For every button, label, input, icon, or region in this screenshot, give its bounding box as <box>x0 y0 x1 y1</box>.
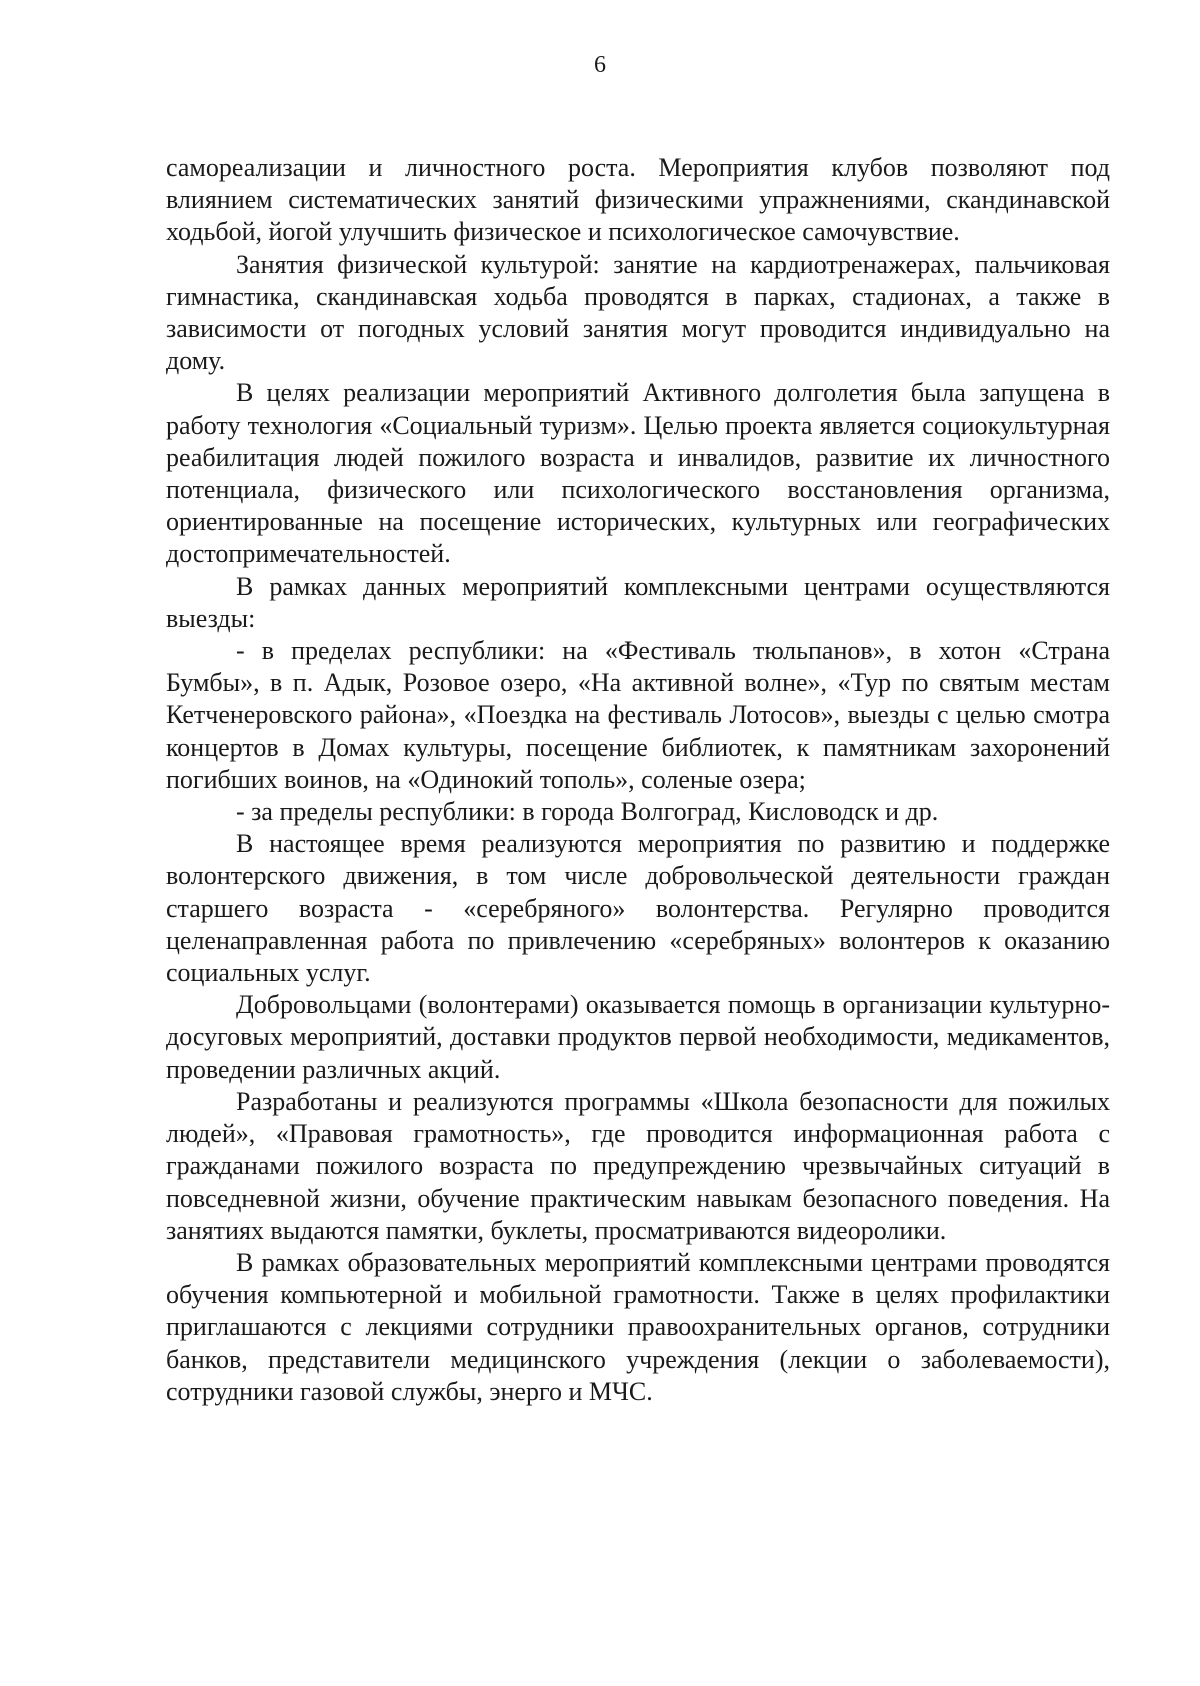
document-body <box>166 152 1110 1408</box>
paragraph-education: В рамках образовательных мероприятий комплексными центрами проводятся обучения компьютерной и мобильной грамотности. Также в целях профилактики приглашаются с лекциями сотрудники правоохранительных органов, сотрудники банков, представители медицинского учреждения (лекции о заболеваемости), сотрудники газовой службы, энерго и МЧС. <box>166 1247 1110 1406</box>
paragraph-physical-culture: Занятия физической культурой: занятие на кардиотренажерах, пальчиковая гимнастика, скандинавская ходьба проводятся в парках, стадионах, а также в зависимости от погодных условий занятия могут проводится индивидуально на дому. <box>166 249 1110 376</box>
paragraph-volunteer-help: Добровольцами (волонтерами) оказывается помощь в организации культурно-досуговых мероприятий, доставки продуктов первой необходимости, медикаментов, проведении различных акций. <box>166 990 1110 1084</box>
paragraph-social-tourism: В целях реализации мероприятий Активного долголетия была запущена в работу технология «Социальный туризм». Целью проекта является социокультурная реабилитация людей пожилого возраста и инвалидов, развитие их личностного потенциала, физического или психологического восстановления организма, ориентированные на посещение исторических, культурных или географических достопримечательностей. <box>166 378 1110 569</box>
paragraph-trips-intro: В рамках данных мероприятий комплексными центрами осуществляются выезды: <box>166 571 1110 633</box>
page-number: 6 <box>594 52 606 78</box>
paragraph-trips-within-republic: - в пределах республики: на «Фестиваль тюльпанов», в хотон «Страна Бумбы», в п. Адык, Розовое озеро, «На активной волне», «Тур по святым местам Кетченеровского района», «Поездка на фестиваль Лотосов», выезды с целью смотра концертов в Домах культуры, посещение библиотек, к памятникам захоронений погибших воинов, на «Одинокий тополь», соленые озера; <box>166 636 1110 794</box>
paragraph-safety-programs: Разработаны и реализуются программы «Школа безопасности для пожилых людей», «Правовая грамотность», где проводится информационная работа с гражданами пожилого возраста по предупреждению чрезвычайных ситуаций в повседневной жизни, обучение практическим навыкам безопасного поведения. На занятиях выдаются памятки, буклеты, просматриваются видеоролики. <box>166 1086 1110 1245</box>
paragraph-trips-outside-republic: - за пределы республики: в города Волгоград, Кисловодск и др. <box>236 797 939 827</box>
paragraph-volunteering: В настоящее время реализуются мероприятия по развитию и поддержке волонтерского движения, в том числе добровольческой деятельности граждан старшего возраста - «серебряного» волонтерства. Регулярно проводится целенаправленная работа по привлечению «серебряных» волонтеров к оказанию социальных услуг. <box>166 829 1110 988</box>
paragraph-self-realization: самореализации и личностного роста. Мероприятия клубов позволяют под влиянием систематических занятий физическими упражнениями, скандинавской ходьбой, йогой улучшить физическое и психологическое самочувствие. <box>166 153 1110 247</box>
